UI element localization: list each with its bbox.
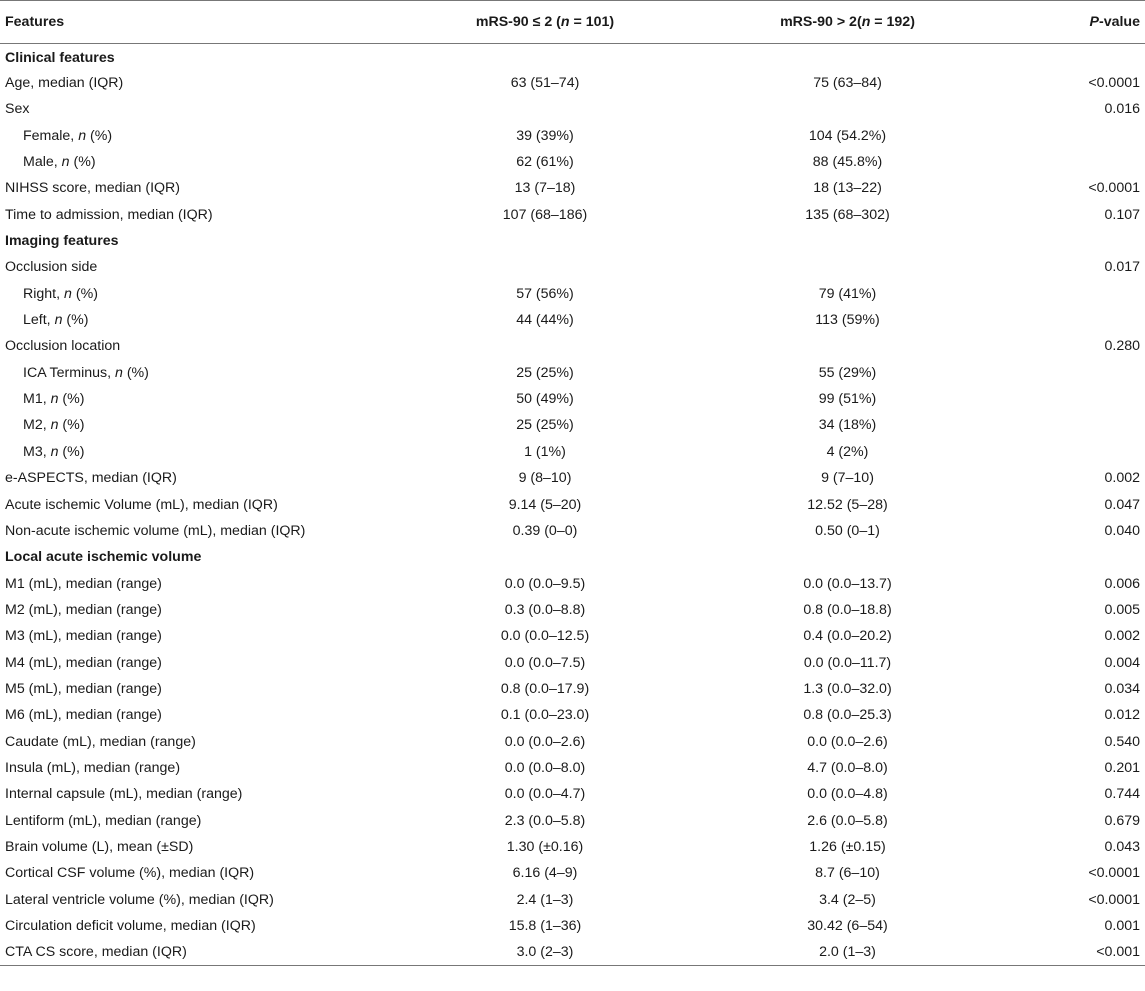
group2-value: 79 (41%) [818,285,877,302]
table-row [0,202,1145,228]
feature-label: Occlusion side [5,259,98,276]
section-row [0,44,1145,70]
table-row [0,834,1145,860]
group1-value: 2.4 (1–3) [516,891,574,908]
feature-label: Lateral ventricle volume (%), median (IQR) [5,891,274,908]
p-value: 0.107 [1104,206,1140,223]
table-row [0,70,1145,96]
p-value [1000,307,1145,333]
feature-label-n: n [115,364,123,381]
feature-label-text: Female, [23,127,79,144]
feature-label [0,386,395,412]
group2-value: 0.0 (0.0–11.7) [803,654,892,671]
feature-label-unit: (%) [71,285,98,302]
p-value: 0.034 [1104,680,1140,697]
group1-value: 0.3 (0.0–8.8) [504,601,586,618]
table-row [0,281,1145,307]
group2-value: 135 (68–302) [805,206,890,223]
group2-value: 88 (45.8%) [812,154,883,171]
p-value: 0.540 [1104,733,1140,750]
table-row [0,123,1145,149]
table-row [0,307,1145,333]
header-features: Features [0,1,395,44]
p-value: 0.002 [1104,470,1140,487]
group1-value [395,544,695,570]
feature-label [0,123,395,149]
table-row [0,333,1145,359]
group1-value: 0.1 (0.0–23.0) [500,707,590,724]
header-pvalue [1000,1,1145,44]
group1-value: 62 (61%) [516,154,574,171]
group1-value: 0.39 (0–0) [512,522,578,539]
feature-label: Occlusion location [5,338,121,355]
group1-value: 63 (51–74) [510,75,580,92]
p-value: 0.001 [1104,918,1140,935]
feature-label: Internal capsule (mL), median (range) [5,786,243,803]
p-value: 0.012 [1104,707,1140,724]
feature-label: Brain volume (L), mean (±SD) [5,838,194,855]
table-row [0,518,1145,544]
table-row [0,807,1145,833]
table-row [0,676,1145,702]
feature-label: Time to admission, median (IQR) [5,206,213,223]
feature-label-unit: (%) [86,127,113,144]
p-value: 0.280 [1104,338,1140,355]
feature-label-unit: (%) [58,391,85,408]
group2-value: 104 (54.2%) [808,127,887,144]
feature-label: Lentiform (mL), median (range) [5,812,202,829]
p-value: 0.744 [1104,786,1140,803]
table-row [0,781,1145,807]
group2-value: 99 (51%) [818,391,877,408]
p-value: 0.004 [1104,654,1140,671]
table-row [0,755,1145,781]
feature-label [0,439,395,465]
group1-value [395,254,695,280]
feature-label: M5 (mL), median (range) [5,680,162,697]
feature-label-n: n [61,154,70,171]
feature-label [0,412,395,438]
feature-label [0,149,395,175]
header-group2-n: n [861,14,871,30]
table-row [0,254,1145,280]
group1-value: 44 (44%) [516,312,574,329]
p-value: 0.005 [1104,601,1140,618]
table-row [0,623,1145,649]
header-group2-prefix: mRS-90 > 2( [780,14,862,30]
p-value: 0.201 [1104,759,1140,776]
feature-label: M4 (mL), median (range) [5,654,162,671]
p-value: <0.0001 [1088,865,1140,882]
group1-value [395,44,695,70]
feature-label: Circulation deficit volume, median (IQR) [5,918,256,935]
table-row [0,597,1145,623]
feature-label-text: Left, [23,312,55,329]
group1-value: 0.0 (0.0–2.6) [504,733,586,750]
group1-value: 107 (68–186) [502,206,588,223]
p-value: <0.0001 [1088,891,1140,908]
group2-value: 18 (13–22) [813,180,882,197]
p-value [1000,44,1145,70]
group1-value: 0.0 (0.0–7.5) [504,654,586,671]
feature-label: NIHSS score, median (IQR) [5,180,181,197]
group1-value [395,228,695,254]
group2-value [695,96,1000,122]
group2-value: 2.6 (0.0–5.8) [807,812,888,829]
group2-value: 0.4 (0.0–20.2) [803,628,892,645]
feature-label [0,281,395,307]
section-heading: Imaging features [5,233,119,250]
feature-label-n: n [50,391,59,408]
header-group2 [695,1,1000,44]
table-header-row [0,1,1145,44]
group1-value: 25 (25%) [516,364,574,381]
feature-label: Age, median (IQR) [5,75,124,92]
group1-value: 57 (56%) [516,285,574,302]
header-group1-suffix: = 101) [569,14,615,30]
p-value: 0.047 [1104,496,1140,513]
feature-label [0,307,395,333]
group2-value [695,44,1000,70]
section-heading: Local acute ischemic volume [5,549,202,566]
group1-value: 2.3 (0.0–5.8) [504,812,586,829]
group1-value: 39 (39%) [516,127,574,144]
feature-label: M6 (mL), median (range) [5,707,162,724]
table-body [0,44,1145,966]
group1-value: 50 (49%) [516,391,574,408]
group2-value: 55 (29%) [818,364,877,381]
group2-value: 9 (7–10) [821,470,874,487]
p-value [1000,149,1145,175]
header-group1 [395,1,695,44]
p-value: <0.0001 [1088,75,1140,92]
group1-value: 0.0 (0.0–8.0) [504,759,586,776]
group2-value: 4.7 (0.0–8.0) [807,759,888,776]
group1-value: 0.0 (0.0–12.5) [500,628,590,645]
p-value: 0.040 [1104,522,1140,539]
table-row [0,939,1145,965]
feature-label: Sex [5,101,30,118]
table-row [0,702,1145,728]
table-row [0,465,1145,491]
header-pvalue-p: P [1089,14,1099,30]
p-value: 0.043 [1104,838,1140,855]
group1-value: 0.8 (0.0–17.9) [500,680,590,697]
group1-value: 3.0 (2–3) [395,939,695,965]
group2-value: 0.0 (0.0–2.6) [807,733,888,750]
table-row [0,570,1145,596]
feature-label-unit: (%) [62,312,89,329]
header-pvalue-rest: -value [1098,14,1140,30]
feature-label [0,360,395,386]
feature-label: M1 (mL), median (range) [5,575,162,592]
p-value: 0.002 [1104,628,1140,645]
feature-label-unit: (%) [69,154,96,171]
group2-value: 0.8 (0.0–25.3) [803,707,892,724]
section-row [0,544,1145,570]
group2-value: 0.50 (0–1) [815,522,880,539]
feature-label-text: M3, [23,443,51,460]
feature-label-n: n [50,443,59,460]
feature-label-text: Right, [23,285,65,302]
table-row [0,96,1145,122]
group1-value: 6.16 (4–9) [512,865,578,882]
feature-label-n: n [78,127,87,144]
group1-value: 1 (1%) [524,443,566,460]
p-value [1000,544,1145,570]
group2-value: 0.8 (0.0–18.8) [803,601,892,618]
group2-value: 2.0 (1–3) [695,939,1000,965]
group1-value: 15.8 (1–36) [508,918,582,935]
feature-label: e-ASPECTS, median (IQR) [5,470,177,487]
group2-value: 3.4 (2–5) [819,891,876,908]
section-row [0,228,1145,254]
group1-value [395,333,695,359]
group2-value: 34 (18%) [818,417,877,434]
table-row [0,649,1145,675]
p-value: <0.001 [1000,939,1145,965]
p-value: 0.017 [1104,259,1140,276]
p-value: 0.006 [1104,575,1140,592]
feature-label-text: M1, [23,391,51,408]
p-value [1000,412,1145,438]
feature-label-n: n [50,417,59,434]
feature-label: Non-acute ischemic volume (mL), median (IQR) [5,522,306,539]
section-heading: Clinical features [5,49,115,66]
table-row [0,913,1145,939]
group1-value: 0.0 (0.0–9.5) [504,575,586,592]
group2-value: 1.26 (±0.15) [809,838,886,855]
group2-value: 113 (59%) [815,312,880,329]
group2-value: 1.3 (0.0–32.0) [803,680,892,697]
header-group1-n: n [560,14,570,30]
feature-label-text: M2, [23,417,51,434]
feature-label: Acute ischemic Volume (mL), median (IQR) [5,496,278,513]
feature-label: Cortical CSF volume (%), median (IQR) [5,865,255,882]
group2-value: 0.0 (0.0–13.7) [803,575,892,592]
group2-value [695,228,1000,254]
p-value [1000,439,1145,465]
group1-value: 9.14 (5–20) [508,496,582,513]
feature-label-n: n [64,285,72,302]
p-value [1000,360,1145,386]
table-row [0,175,1145,201]
group2-value: 8.7 (6–10) [815,865,880,882]
p-value: <0.0001 [1088,180,1140,197]
p-value: 0.679 [1104,812,1140,829]
feature-label-text: ICA Terminus, [23,364,115,381]
group2-value: 4 (2%) [826,443,869,460]
feature-label-text: Male, [23,154,62,171]
p-value [1000,123,1145,149]
group2-value [695,333,1000,359]
feature-label: M2 (mL), median (range) [5,601,162,618]
feature-label-unit: (%) [58,417,85,434]
p-value [1000,281,1145,307]
feature-label-n: n [54,312,63,329]
group2-value: 30.42 (6–54) [807,918,888,935]
p-value [1000,228,1145,254]
table-row [0,491,1145,517]
group1-value: 13 (7–18) [514,180,576,197]
group2-value: 12.52 (5–28) [807,496,888,513]
feature-label: Caudate (mL), median (range) [5,733,196,750]
group2-value [695,544,1000,570]
table-row [0,360,1145,386]
group2-value [695,254,1000,280]
group2-value: 0.0 (0.0–4.8) [807,786,888,803]
feature-label-unit: (%) [58,443,85,460]
p-value: 0.016 [1104,101,1140,118]
feature-label: CTA CS score, median (IQR) [0,939,395,965]
group1-value: 1.30 (±0.16) [506,838,584,855]
feature-label: Insula (mL), median (range) [5,759,181,776]
table-row [0,149,1145,175]
table-row [0,728,1145,754]
group2-value: 75 (63–84) [813,75,882,92]
table-row [0,386,1145,412]
feature-label-unit: (%) [122,364,149,381]
group1-value [395,96,695,122]
table-row [0,860,1145,886]
feature-label: M3 (mL), median (range) [5,628,162,645]
table-row [0,439,1145,465]
group1-value: 0.0 (0.0–4.7) [504,786,586,803]
p-value [1000,386,1145,412]
group1-value: 25 (25%) [516,417,574,434]
header-group2-suffix: = 192) [870,14,915,30]
table-row [0,887,1145,913]
header-group1-prefix: mRS-90 ≤ 2 ( [475,14,561,30]
table-row [0,412,1145,438]
group1-value: 9 (8–10) [518,470,572,487]
